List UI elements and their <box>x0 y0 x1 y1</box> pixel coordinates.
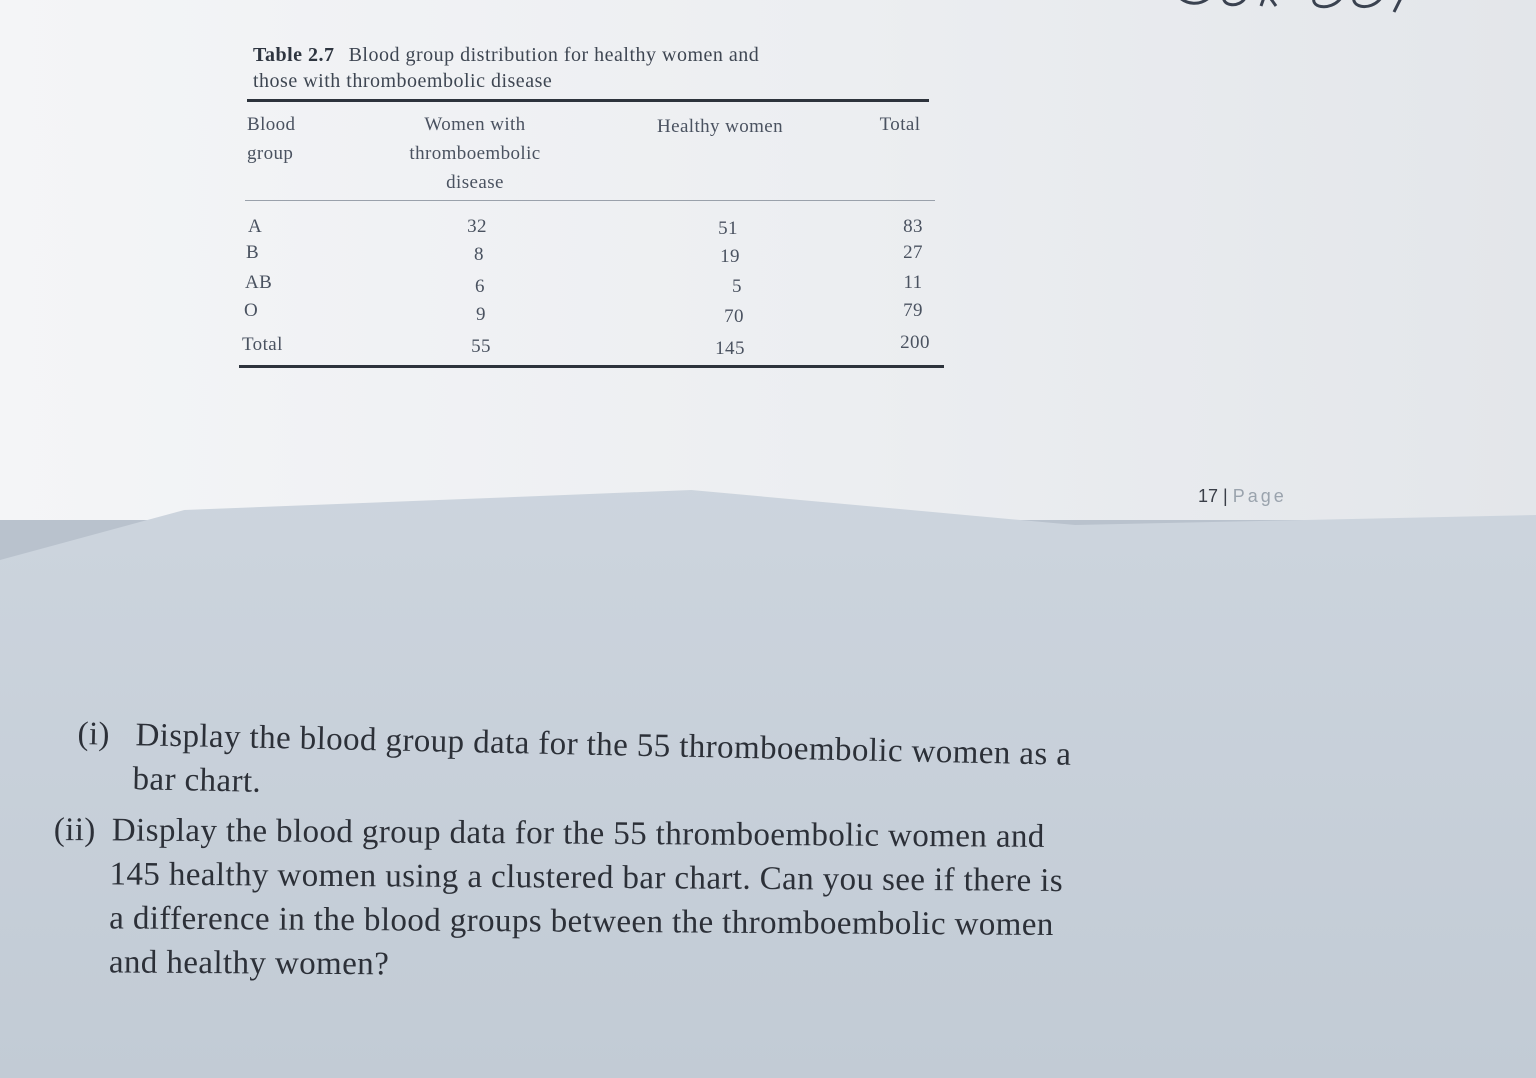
row-ab-group: AB <box>245 272 273 293</box>
page-number <box>1198 486 1287 507</box>
row-a-healthy: 51 <box>718 218 738 239</box>
question-2 <box>53 808 1234 992</box>
question-2-line4: and healthy women? <box>108 944 390 983</box>
row-o-total: 79 <box>903 300 923 321</box>
table-header-rule <box>245 200 935 201</box>
row-total-group: Total <box>242 334 283 355</box>
table-label: Table 2.7 <box>253 44 335 66</box>
row-a-thrombo: 32 <box>467 216 487 237</box>
row-o-thrombo: 9 <box>476 304 486 325</box>
table-bottom-rule <box>239 365 944 368</box>
question-2-number: (ii) <box>53 811 96 849</box>
row-total-healthy: 145 <box>715 338 745 359</box>
header-thrombo-line1: Women with <box>424 114 526 135</box>
page-number-value: 17 | <box>1198 486 1228 506</box>
header-blood-group-line1: Blood <box>247 114 296 135</box>
table-caption-line2: those with thromboembolic disease <box>253 70 553 92</box>
table-caption-line1: Blood group distribution for healthy women and <box>348 44 760 66</box>
row-o-group: O <box>244 300 259 321</box>
row-b-total: 27 <box>903 242 923 263</box>
row-b-thrombo: 8 <box>474 244 484 265</box>
header-thrombo-line3: disease <box>446 172 504 193</box>
question-2-line3: a difference in the blood groups between the thromboembolic women <box>109 900 1054 943</box>
row-ab-total: 11 <box>903 272 923 293</box>
row-total-total: 200 <box>900 332 930 353</box>
row-ab-healthy: 5 <box>732 276 742 297</box>
question-1-number: (i) <box>77 715 111 753</box>
header-blood-group <box>247 110 327 168</box>
handwriting-scribble <box>1166 0 1426 26</box>
row-a-group: A <box>248 216 263 237</box>
page-number-word: Page <box>1232 486 1287 506</box>
header-total: Total <box>879 114 921 135</box>
table-caption <box>253 42 933 94</box>
question-1-line2: bar chart. <box>132 761 262 800</box>
row-ab-thrombo: 6 <box>475 276 485 297</box>
question-2-line2: 145 healthy women using a clustered bar chart. Can you see if there is <box>109 856 1064 900</box>
question-1-line1: Display the blood group data for the 55 thromboembolic women as a <box>135 717 1072 773</box>
header-thrombo-line2: thromboembolic <box>409 143 541 164</box>
row-b-group: B <box>246 242 260 263</box>
row-b-healthy: 19 <box>720 246 740 267</box>
row-o-healthy: 70 <box>724 306 744 327</box>
table-top-rule <box>247 99 929 102</box>
header-healthy: Healthy women <box>656 116 784 137</box>
row-total-thrombo: 55 <box>471 336 491 357</box>
row-a-total: 83 <box>903 216 923 237</box>
question-2-line1: Display the blood group data for the 55 thromboembolic women and <box>111 812 1045 855</box>
header-blood-group-line2: group <box>247 143 294 164</box>
header-thromboembolic <box>365 110 585 197</box>
